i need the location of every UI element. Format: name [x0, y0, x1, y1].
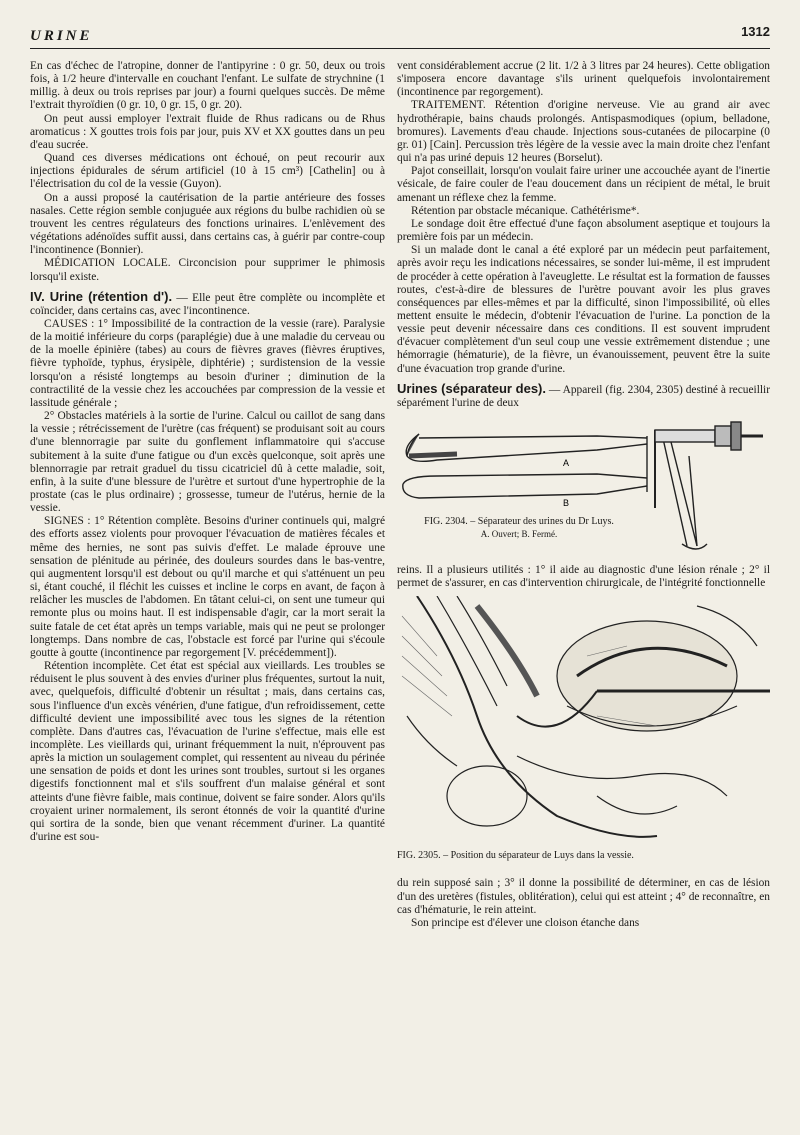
paragraph: TRAITEMENT. Rétention d'origine nerveuse. Vie au grand air avec hydrothérapie, bains chauds prolongés. Antispasmodiques (opium, belladone, bromures). Lavements d'eau chaude. Injections sous-cutanées de pilocarpine (0 gr. 01) [Cain]. Percussion très légère de la vessie avec la main droite chez l'enfant qui n'a pas uriné depuis 12 heures (Borselut). [397, 99, 770, 165]
paragraph: SIGNES : 1° Rétention complète. Besoins d'uriner continuels qui, malgré des efforts assez violents pour provoquer l'évacuation de matières fécales et même des hernies, ne sont pas suivis d'effet. Le malade éprouve une sensation de plénitude au périnée, des douleurs sourdes dans le bas-ventre, qui augmentent lorsqu'il est debout ou qu'il marche et qui s'atténuent un peu si, étant couché, il fléchit les cuisses et incline le corps en avant, de façon à relâcher les muscles de l'abdomen. En tâtant celui-ci, on sent une tumeur qui remonte plus ou moins haut. Il est indispensable d'agir, car la mort serait la suite fatale de cet état après un temps variable, mais qui ne peut se prolonger longtemps. Dans nombre de cas, l'obstacle est forcé par l'urine qui s'écoule goutte à goutte (incontinence par regorgement [V. précédemment]). [30, 515, 385, 659]
page-number: 1312 [741, 24, 770, 39]
paragraph: Rétention incomplète. Cet état est spécial aux vieillards. Les troubles se réduisent le plus souvent à des envies d'uriner plus fréquentes, surtout la nuit, avec, quelquefois, difficulté d'obtenir un résultat ; mais, dans certains cas, sous l'influence d'un excès vénérien, d'une fatigue, d'un refroidissement, cette difficulté devient une impossibilité avec tous les signes de la rétention complète. Dans d'autres cas, l'évacuation de l'urine s'effectue, mais elle est incomplète. Les vieillards qui, urinant fréquemment la nuit, n'éprouvent pas après la miction un soulagement complet, qui ressentent au niveau du périnée une sensation de poids et dont les urines sont troubles, surtout si les organes digestifs fonctionnent mal et s'ils souffrent d'un malaise général et sont atteints d'une fièvre faible, mais continue, doivent se faire sonder. Alors qu'ils croyaient uriner normalement, ils seront étonnés de voir la quantité d'urine qui sortira de la sonde, bien que venant récemment d'uriner. La quantité d'urine est sou- [30, 660, 385, 844]
caption-title: FIG. 2304. – Séparateur des urines du Dr Luys. [424, 516, 614, 528]
anatomy-illustration [397, 596, 770, 841]
label-a: A [563, 458, 570, 469]
paragraph: On a aussi proposé la cautérisation de la partie antérieure des fosses nasales. Cette région semble conjuguée aux régions du bulbe rachidien où se trouvent les centres régulateurs des fonctions urinaires. L'enlèvement des végétations adénoïdes suffit aussi, dans certains cas, à guérir par contre-coup l'incontinence (Bonnier). [30, 191, 385, 257]
paragraph: Rétention par obstacle mécanique. Cathétérisme*. [411, 204, 640, 217]
paragraph: reins. Il a plusieurs utilités : 1° il aide au diagnostic d'une lésion rénale ; 2° il permet de s'assurer, en cas d'intervention chirurgicale, de l'intégrité fonctionnelle [397, 564, 770, 590]
figure-2305 [397, 596, 770, 871]
paragraph: Si un malade dont le canal a été exploré par un médecin peut parfaitement, après avoir reçu les indications nécessaires, se sonder lui-même, il est imprudent de procéder à cette opération à l'aveuglette. Le résultat est la formation de fausses routes, c'est-à-dire de blessures de l'urètre pouvant avoir les plus graves conséquences par elles-mêmes et par la difficulté, sinon l'impossibilité, où elles mettent ensuite le médecin, d'obtenir l'évacuation de l'urine. La ponction de la vessie peut devenir nécessaire dans ces conditions. Il est souvent imprudent d'évacuer complètement d'un seul coup une vessie extrêmement distendue ; une hémorragie (hématurie), de la fièvre, un évanouissement, peuvent être la suite d'une évacuation trop grande d'urine. [397, 244, 770, 375]
section-text: — Appareil (fig. 2304, 2305) destiné à recueillir séparément l'urine de deux [397, 383, 770, 409]
paragraph: vent considérablement accrue (2 lit. 1/2 à 3 litres par 24 heures). Cette obligation s'imposera encore davantage s'ils urinent quelquefois involontairement (incontinence par regorgement). [397, 60, 770, 99]
caption-legend: A. Ouvert; B. Fermé. [480, 529, 558, 540]
section-heading: IV. Urine (rétention d'). [30, 288, 173, 304]
running-title: URINE [30, 28, 93, 44]
figure-caption: FIG. 2305. – Position du séparateur de Luys dans la vessie. [397, 849, 634, 861]
paragraph: Le sondage doit être effectué d'une façon absolument aseptique et toujours la première fois par un médecin. [397, 217, 770, 244]
paragraph: Quand ces diverses médications ont échoué, on peut recourir aux injections épidurales de sérum artificiel (10 à 15 cm³) [Cathelin] ou à l'électrisation du col de la vessie (Guyon). [30, 152, 385, 191]
section-text: — Elle peut être complète ou incomplète et coïncider, dans certains cas, avec l'incontinence. [30, 291, 385, 317]
paragraph: On peut aussi employer l'extrait fluide de Rhus radicans ou de Rhus aromaticus : X gouttes trois fois par jour, puis XV et XX gouttes dans un peu d'eau sucrée. [30, 112, 385, 151]
left-column [30, 60, 385, 844]
header-rule [30, 48, 770, 49]
paragraph: 2° Obstacles matériels à la sortie de l'urine. Calcul ou caillot de sang dans la vessie ; rétrécissement de l'urètre (cas fréquent) se produisant soit au cours d'une blennorragie par suite du gonflement inflammatoire qui s'accuse subitement à la suite d'une fatigue ou d'un excès quelconque, soit après une blennorragie par retrait graduel du tissu cicatriciel dû à cette maladie, soit, enfin, à la suite d'une blessure de l'urètre et surtout d'une hypertrophie de la prostate (cas le plus ordinaire) ; grossesse, tumeur de l'utérus, hernie de la vessie. [30, 410, 385, 515]
label-b: B [563, 498, 570, 509]
paragraph: En cas d'échec de l'atropine, donner de l'antipyrine : 0 gr. 50, deux ou trois fois, à 1/2 heure d'intervalle en couchant l'enfant. Le sulfate de strychnine (1 millig. à deux ou trois reprises par jour) a fourni quelques succès. De même l'extrait thyroïdien (0 gr. 10, 0 gr. 15, 0 gr. 20). [30, 60, 385, 112]
section-entry [30, 290, 385, 318]
paragraph: CAUSES : 1° Impossibilité de la contraction de la vessie (rare). Paralysie de la moitié inférieure du corps (paraplégie) due à une maladie du cerveau ou de la moelle épinière (tabes) au cours de fièvres graves (fièvres éruptives, fièvre typhoïde, typhus, érysipèle, diphtérie) ; surdistension de la vessie lorsqu'on a résisté longtemps au besoin d'uriner ; diminution de la contractilité de la vessie chez les accouchées par compression de la vessie et lassitude générale ; [30, 317, 385, 409]
paragraph: MÉDICATION LOCALE. Circoncision pour supprimer le phimosis lorsqu'il existe. [30, 257, 385, 283]
figure-caption [419, 516, 619, 540]
paragraph: du rein supposé sain ; 3° il donne la possibilité de déterminer, en cas de lésion d'un des uretères (fistules, oblitération), celui qui est atteint ; 4° de reconnaître, en cas d'hématurie, le rein atteint. [397, 877, 770, 916]
section-heading: Urines (séparateur des). [397, 380, 546, 396]
paragraph: Pajot conseillait, lorsqu'on voulait faire uriner une accouchée ayant de l'inertie vésicale, de faire couler de l'eau doucement dans un récipient de métal, le bruit amenant un réflexe chez la femme. [397, 165, 770, 204]
page-header [30, 22, 770, 50]
paragraph: Son principe est d'élever une cloison étanche dans [411, 916, 640, 929]
figure-2304 [397, 416, 770, 558]
right-column [397, 60, 770, 930]
section-entry [397, 382, 770, 410]
